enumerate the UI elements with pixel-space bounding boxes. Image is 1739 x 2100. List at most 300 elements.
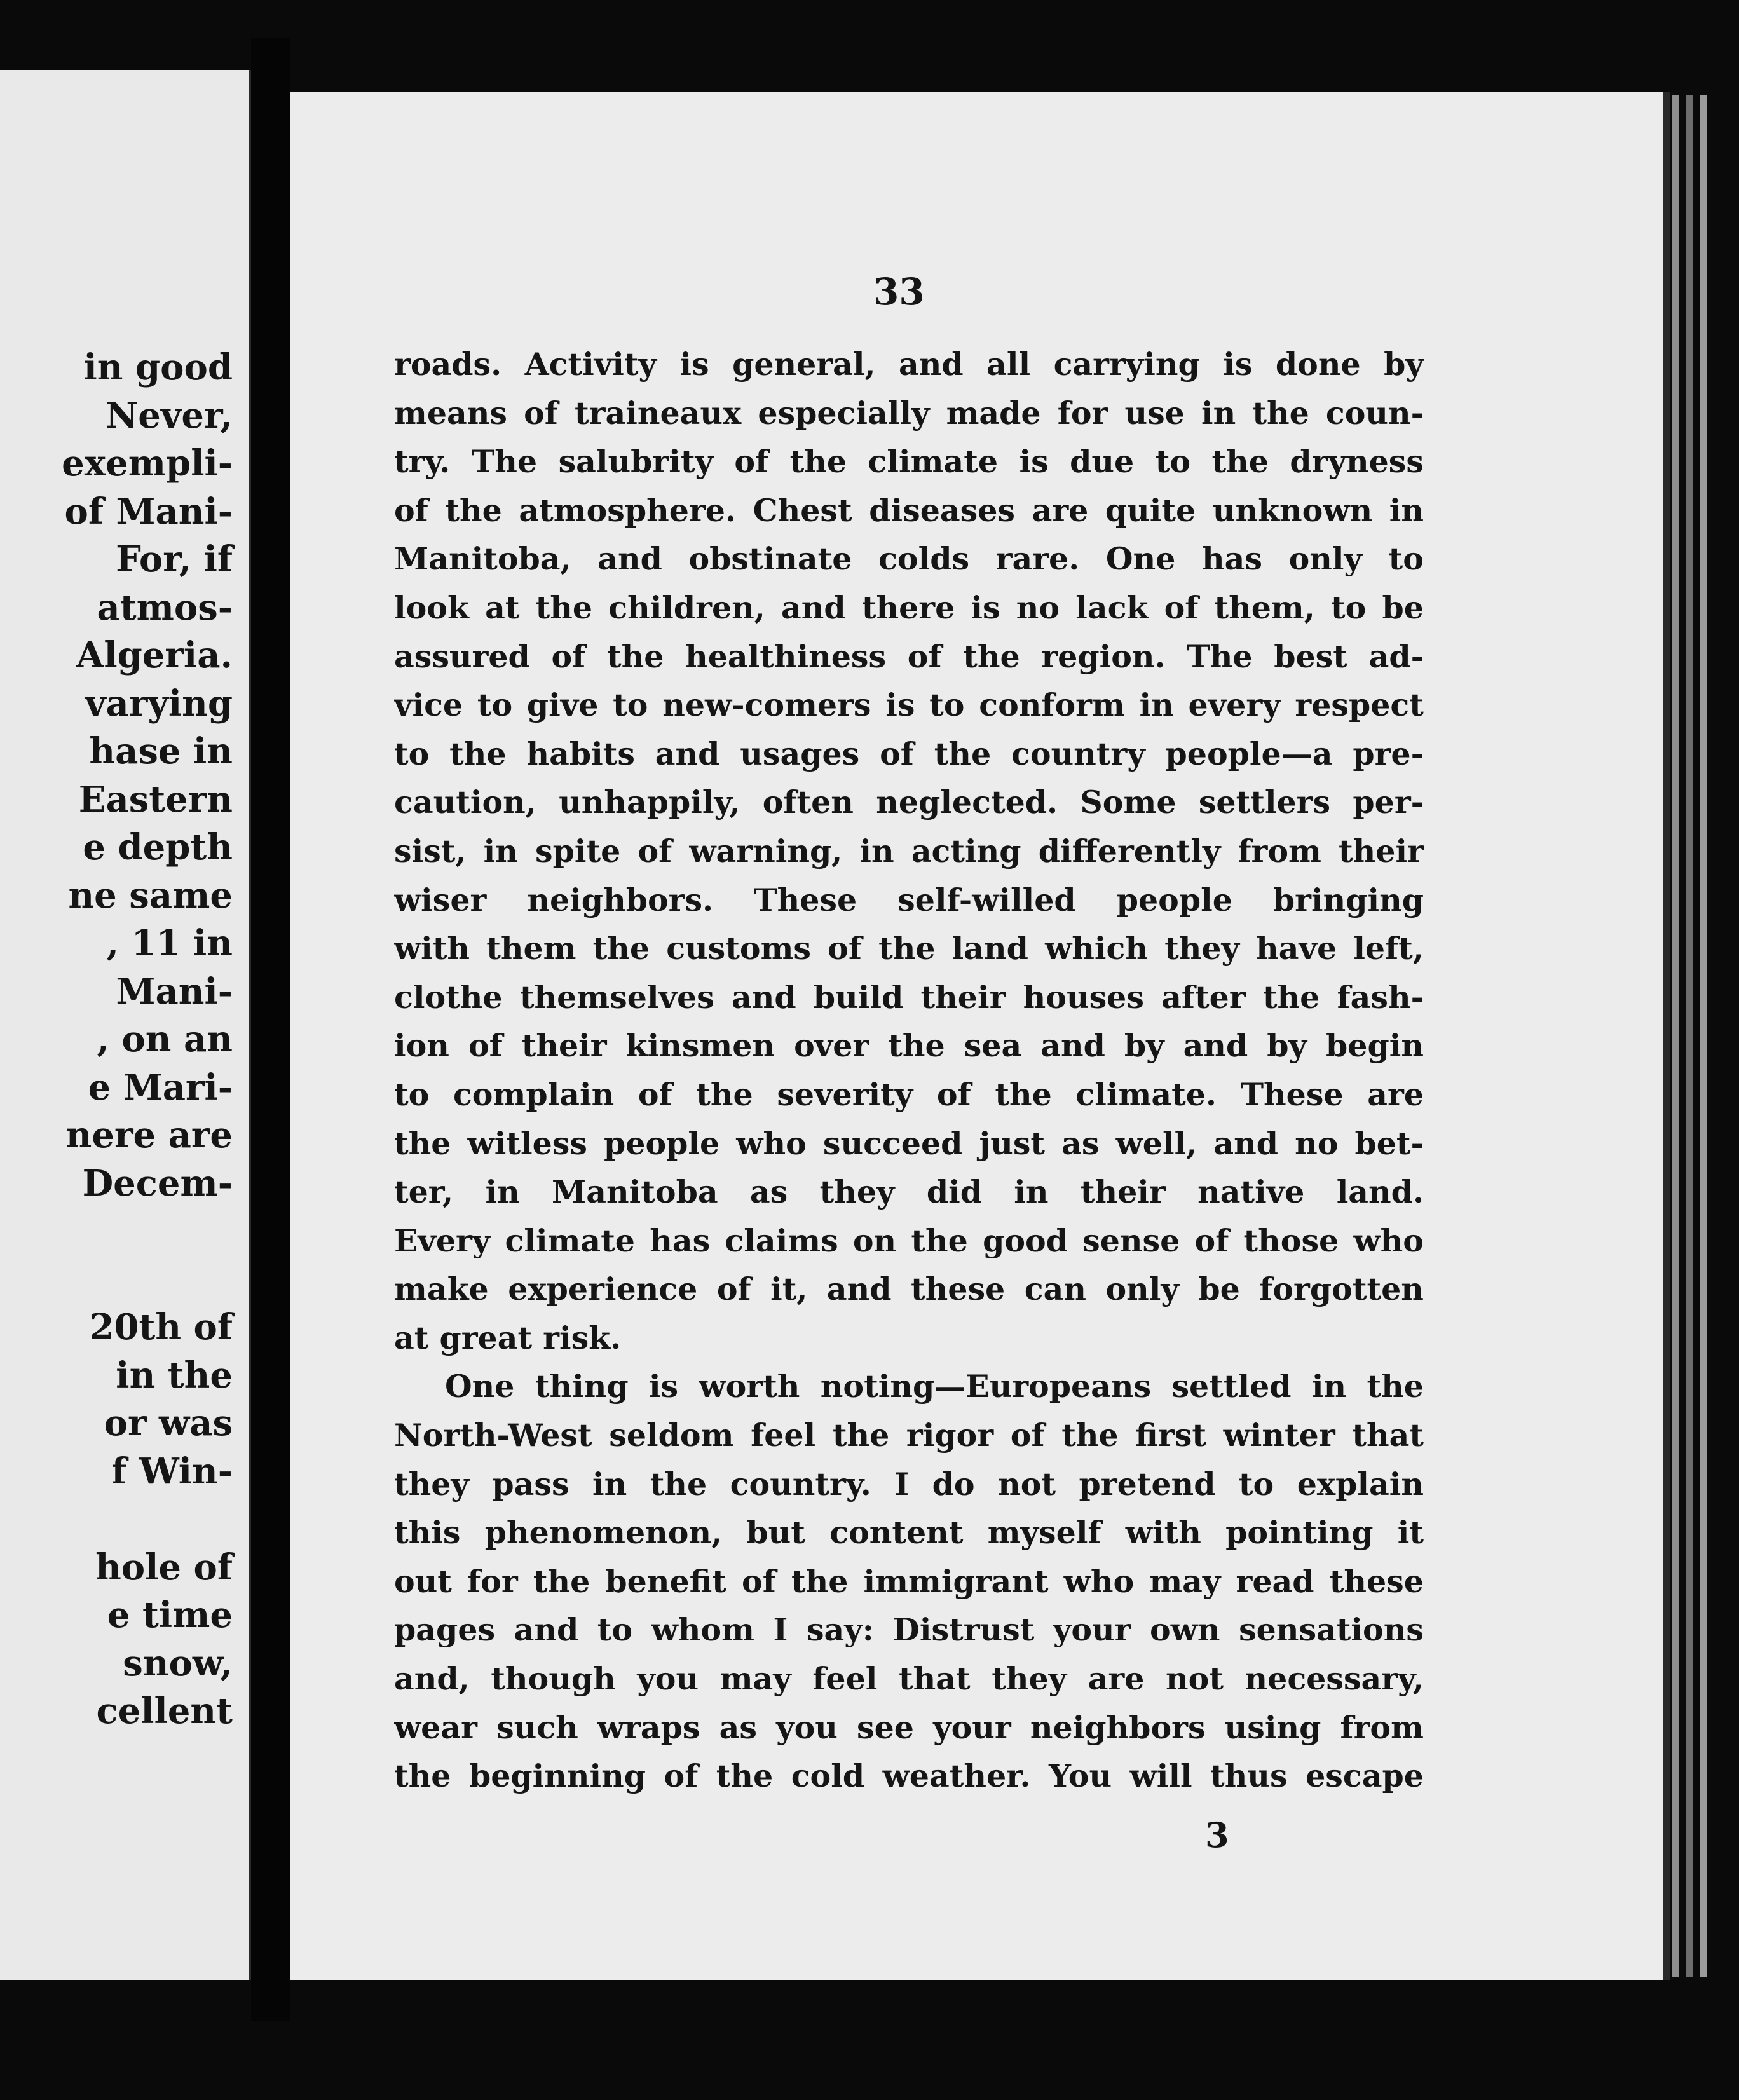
word: as [719,1708,757,1746]
word: atmosphere. [519,491,737,529]
word: did [926,1173,982,1211]
text-line [394,1070,1424,1119]
word: the [911,1222,968,1259]
left-text-line: 20th of [89,1306,233,1348]
word: of [524,394,558,432]
word: and [597,540,662,578]
text-line [394,1508,1424,1557]
text-line [394,1119,1424,1168]
word: of [551,638,586,675]
word: is [1223,346,1253,383]
left-text-line: , 11 in [106,922,233,964]
word: North-West [394,1417,592,1454]
word: and [514,1611,579,1649]
word: give [526,686,599,724]
left-text-line: atmos- [97,586,233,629]
word: experience [508,1271,698,1308]
word: escape [1306,1757,1424,1795]
word: out [394,1562,452,1600]
word: habits [526,735,635,772]
word: the [533,1562,590,1600]
word: after [1161,978,1246,1016]
text-line [394,681,1424,730]
word: beginning [468,1757,646,1795]
word: content [829,1514,964,1551]
left-text-line: hase in [89,730,233,772]
word: use [1124,394,1185,432]
word: One [1105,540,1176,578]
word: have [1256,930,1337,967]
left-text-line: in the [116,1354,233,1396]
word: in [483,832,518,869]
word: bringing [1272,881,1424,918]
left-text-line: cellent [96,1690,233,1732]
word: in [1014,1173,1049,1211]
word: the [394,1124,451,1162]
signature-mark: 3 [1205,1815,1229,1855]
word: that [898,1660,971,1698]
word: sist, [394,832,467,869]
word: witless [467,1124,587,1162]
word: claims [725,1222,838,1259]
word: succeed [822,1124,963,1162]
left-page [0,70,251,1980]
word: I [894,1465,910,1503]
left-text-line: Eastern [78,778,233,821]
word: is [1019,443,1049,481]
word: country. [730,1465,871,1503]
word: per- [1353,784,1424,821]
left-text-line: Algeria. [76,634,233,676]
page-edge [1700,95,1707,1977]
word: unhappily, [559,784,740,821]
word: but [746,1514,805,1551]
word: lack [1075,589,1149,626]
word: has [1201,540,1262,578]
word: just [979,1124,1046,1162]
word: Some [1080,784,1176,821]
word: though [491,1660,616,1698]
text-line [394,486,1424,535]
word: climate [505,1222,635,1259]
word: of [638,832,672,869]
word: and [1213,1124,1278,1162]
word: of [1010,1417,1045,1454]
word: say: [806,1611,874,1649]
word: these [911,1271,1006,1308]
word: Manitoba [552,1173,718,1211]
word: begin [1326,1027,1424,1065]
word: is [971,589,1000,626]
word: are [1032,491,1089,529]
word: who [736,1124,807,1162]
word: the [934,735,992,772]
word: only [1288,540,1362,578]
word: who [1063,1562,1135,1600]
text-line [394,1654,1424,1703]
word: look [394,589,469,626]
word: worth [699,1368,800,1405]
word: by [1267,1027,1307,1065]
word: can [1024,1271,1086,1308]
word: of [734,443,769,481]
word: The [471,443,538,481]
word: in [485,1173,520,1211]
word: often [762,784,854,821]
left-text-line: e time [107,1594,233,1636]
word: and [1040,1027,1105,1065]
word: their [1339,832,1424,869]
word: all [986,346,1031,383]
word: of [880,735,914,772]
text-line [394,1021,1424,1070]
word: dryness [1290,443,1424,481]
word: and, [394,1660,470,1698]
word: Manitoba, [394,540,571,578]
text-line [394,1217,1424,1265]
word: the [888,1027,945,1065]
word: means [394,394,507,432]
left-text-line: snow, [123,1642,233,1684]
word: be [1382,589,1424,626]
word: assured [394,638,530,675]
word: wraps [597,1708,700,1746]
word: to [394,1075,430,1113]
word: of [907,638,942,675]
word: Distrust [892,1611,1035,1649]
word: are [1367,1075,1424,1113]
word: be [1198,1271,1240,1308]
word: with [394,930,470,967]
word: the [791,1562,849,1600]
word: pre- [1353,735,1424,772]
word: self-willed [897,881,1076,918]
left-text-line: Decem- [82,1162,233,1204]
word: climate. [1075,1075,1217,1113]
word: for [1057,394,1108,432]
word: especially [758,394,930,432]
word: to [1238,1465,1274,1503]
word: benefit [605,1562,726,1600]
word: roads. [394,346,502,383]
page-edge [1686,95,1693,1977]
word: sense [1082,1222,1180,1259]
word: may [719,1660,791,1698]
word: ion [394,1027,449,1065]
word: fash- [1337,978,1424,1016]
word: no [1016,589,1060,626]
word: from [1238,832,1321,869]
word: the [592,930,650,967]
word: land [951,930,1028,967]
word: in [859,832,894,869]
word: those [1243,1222,1339,1259]
left-text-line: varying [85,682,233,725]
word: differently [1038,832,1221,869]
text-line [394,778,1424,827]
word: only [1105,1271,1179,1308]
word: the [963,638,1020,675]
word: feel [812,1660,878,1698]
text-line [394,1460,1424,1509]
word: is [679,346,709,383]
word: of [936,1075,971,1113]
word: you [637,1660,699,1698]
word: necessary, [1245,1660,1424,1698]
word: of [1164,589,1199,626]
word: on [852,1222,897,1259]
word: own [1150,1611,1220,1649]
text-line [394,437,1424,486]
word: that [1352,1417,1424,1454]
word: neglected. [876,784,1058,821]
word: wiser [394,881,487,918]
word: are [1088,1660,1145,1698]
word: well, [1115,1124,1197,1162]
word: pages [394,1611,496,1649]
word: houses [1023,978,1144,1016]
text-line [394,1703,1424,1752]
text-line [394,1362,1424,1411]
word: the [878,930,936,967]
word: in [592,1465,627,1503]
word: whom [651,1611,754,1649]
word: wear [394,1708,477,1746]
word: traineaux [575,394,742,432]
word: their [1080,1173,1166,1211]
left-text-line: in good [83,346,233,388]
text-line [394,1265,1424,1314]
word: acting [911,832,1021,869]
word: kinsmen [625,1027,775,1065]
word: clothe [394,978,503,1016]
word: complain [453,1075,615,1113]
word: every [1188,686,1281,724]
word: of [1194,1222,1229,1259]
word: sensations [1239,1611,1424,1649]
word: quite [1105,491,1196,529]
word: Every [394,1222,491,1259]
word: make [394,1271,489,1308]
word: forgotten [1259,1271,1424,1308]
word: You [1049,1757,1112,1795]
word: and [655,735,720,772]
word: to [1388,540,1424,578]
word: the [449,735,507,772]
word: the [696,1075,753,1113]
word: this [394,1514,461,1551]
word: children, [608,589,765,626]
word: made [946,394,1041,432]
word: of [638,1075,672,1113]
word: these [1329,1562,1424,1600]
word: severity [777,1075,913,1113]
word: they [394,1465,469,1503]
word: These [1240,1075,1344,1113]
word: good [983,1222,1068,1259]
left-text-line: Mani- [116,970,233,1012]
word: and [731,978,796,1016]
left-text-line: hole of [95,1546,233,1588]
word: general, [732,346,876,383]
word: the [1211,443,1269,481]
word: neighbors. [527,881,714,918]
word: is [885,686,915,724]
word: thus [1210,1757,1288,1795]
left-text-line: e depth [83,826,233,868]
word: These [754,881,857,918]
word: them [486,930,576,967]
word: the [535,589,593,626]
word: of [664,1757,699,1795]
word: bet- [1354,1124,1424,1162]
word: rigor [906,1417,994,1454]
left-text-line: exempli- [62,442,233,484]
word: done [1275,346,1361,383]
word: Activity [524,346,657,383]
left-text-line: nere are [65,1114,233,1156]
word: from [1340,1708,1424,1746]
word: no [1295,1124,1339,1162]
word: and [1183,1027,1248,1065]
word: climate [868,443,999,481]
left-text-line: ne same [68,874,233,917]
word: the [445,491,502,529]
word: of [742,1562,776,1600]
word: carrying [1053,346,1200,383]
word: their [521,1027,607,1065]
word: using [1224,1708,1321,1746]
word: your [1053,1611,1131,1649]
word: colds [878,540,970,578]
word: settled [1171,1368,1292,1405]
word: with [1125,1514,1201,1551]
word: is [648,1368,679,1405]
word: the [1061,1417,1119,1454]
word: due [1070,443,1135,481]
word: rare. [995,540,1080,578]
word: the [650,1465,707,1503]
word: they [992,1660,1067,1698]
word: try. [394,443,451,481]
word: they [1164,930,1239,967]
text-line [394,827,1424,876]
word: vice [394,686,463,724]
word: the [606,638,664,675]
word: The [1187,638,1253,675]
word: see [857,1708,914,1746]
word: thing [535,1368,629,1405]
word: to [613,686,648,724]
word: sea [964,1027,1022,1065]
text-line [394,632,1424,681]
word: has [650,1222,711,1259]
word: native [1197,1173,1305,1211]
word: unknown [1212,491,1373,529]
word: they [819,1173,895,1211]
word: at [485,589,520,626]
word: to [1330,589,1367,626]
word: there [861,589,955,626]
word: One [445,1368,515,1405]
word: build [813,978,904,1016]
word: country [1011,735,1145,772]
text-line [394,1314,1424,1363]
word: feel [751,1417,816,1454]
word: spite [535,832,621,869]
word: to [394,735,430,772]
text-line [394,1752,1424,1801]
word: seldom [609,1417,734,1454]
word: obstinate [688,540,852,578]
left-text-line: of Mani- [64,490,233,533]
word: to [929,686,965,724]
word: and [781,589,846,626]
word: of [716,1271,751,1308]
left-text-line: , on an [97,1018,233,1060]
word: do [932,1465,975,1503]
word: the [1262,978,1320,1016]
word: the [394,1757,451,1795]
page-edge [1672,95,1679,1977]
word: of [828,930,862,967]
word: winter [1223,1417,1335,1454]
word: phenomenon, [484,1514,723,1551]
word: of [468,1027,503,1065]
word: people [1116,881,1232,918]
left-text-line: f Win- [111,1450,233,1492]
word: to [597,1611,633,1649]
word: pass [492,1465,569,1503]
word: who [1353,1222,1424,1259]
word: ter, [394,1173,454,1211]
book-gutter [251,38,290,2021]
word: weather. [882,1757,1031,1795]
word: diseases [869,491,1015,529]
word: conform [979,686,1125,724]
word: warning, [689,832,843,869]
text-line [394,583,1424,632]
text-line [394,1168,1424,1217]
word: read [1236,1562,1314,1600]
word: land. [1336,1173,1424,1211]
word: Chest [753,491,852,529]
word: such [496,1708,578,1746]
word: the [716,1757,774,1795]
left-text-line: Never, [106,394,233,437]
word: the [789,443,847,481]
word: ad- [1368,638,1424,675]
word: customs [666,930,812,967]
word: of [394,491,428,529]
text-line [394,1606,1424,1654]
word: as [1061,1124,1100,1162]
word: as [749,1173,788,1211]
left-text-line: For, if [116,538,233,580]
word: their [920,978,1006,1016]
text-line [394,535,1424,583]
word: over [794,1027,870,1065]
text-line [394,1557,1424,1606]
word: the [1252,394,1309,432]
text-line [394,389,1424,438]
word: neighbors [1030,1708,1206,1746]
text-line [394,876,1424,925]
word: salubrity [558,443,713,481]
left-text-line: e Mari- [88,1066,233,1108]
word: not [1166,1660,1224,1698]
word: usages [740,735,860,772]
